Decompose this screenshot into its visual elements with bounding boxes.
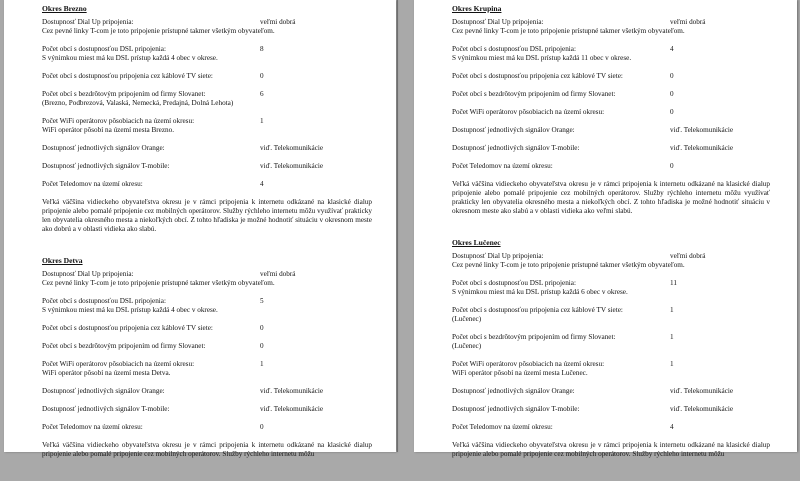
section-paragraph: Veľká väčšina vidieckeho obyvateľstva okresu je v rámci pripojenia k internetu odkázané na klasické dialup pripojenie alebo pomalé pripojenie cez mobilných operátorov. Služby rýchleho internetu môžu využívať prakticky len obyvatelia okresného mesta a niekoľkých obcí. Z tohto hľadiska je možné hodnotiť situáciu v okresnom meste ako dobrú a v oblasti vidieka ako slabú. bbox=[42, 198, 372, 233]
item-label: Počet Teledomov na území okresu: bbox=[42, 180, 143, 188]
item-label: Dostupnosť Dial Up pripojenia: bbox=[452, 18, 544, 26]
item-value: 0 bbox=[670, 72, 674, 80]
item-label: Počet Teledomov na území okresu: bbox=[42, 423, 143, 431]
info-row bbox=[42, 387, 372, 396]
info-row bbox=[42, 405, 372, 414]
item-note: S výnimkou miest má ku DSL prístup každá 4 obec v okrese. bbox=[42, 306, 218, 314]
district-section bbox=[42, 4, 372, 234]
item-value: 8 bbox=[260, 45, 264, 53]
section-paragraph: Veľká väčšina vidieckeho obyvateľstva okresu je v rámci pripojenia k internetu odkázané na klasické dialup pripojenie alebo pomalé pripojenie cez mobilných operátorov. Služby rýchleho internetu môžu bbox=[42, 441, 372, 458]
info-item bbox=[452, 333, 770, 351]
section-paragraph: Veľká väčšina vidieckeho obyvateľstva okresu je v rámci pripojenia k internetu odkázané na klasické dialup pripojenie alebo pomalé pripojenie cez mobilných operátorov. Služby rýchleho internetu môžu využívať prakticky len obyvatelia okresného mesta a niekoľkých obcí. Z tohto hľadiska je možné hodnotiť situáciu v okresnom meste ako slabú a v oblasti vidieka ako veľmi slabú. bbox=[452, 180, 770, 215]
item-label: Dostupnosť Dial Up pripojenia: bbox=[42, 270, 134, 278]
section-heading: Okres Lučenec bbox=[452, 238, 501, 247]
item-value: viď. Telekomunikácie bbox=[260, 144, 324, 152]
item-label: Dostupnosť jednotlivých signálov T-mobile: bbox=[42, 405, 170, 413]
info-row bbox=[42, 360, 372, 369]
item-note: S výnimkou miest má ku DSL prístup každá 11 obec v okrese. bbox=[452, 54, 632, 62]
item-label: Dostupnosť jednotlivých signálov T-mobile: bbox=[42, 162, 170, 170]
info-row bbox=[452, 360, 770, 369]
item-list bbox=[42, 270, 372, 432]
info-row bbox=[42, 324, 372, 333]
item-label: Dostupnosť Dial Up pripojenia: bbox=[452, 252, 544, 260]
item-label: Dostupnosť jednotlivých signálov T-mobile: bbox=[452, 144, 580, 152]
info-item bbox=[42, 18, 372, 36]
info-row bbox=[452, 162, 770, 171]
item-value: viď. Telekomunikácie bbox=[670, 126, 734, 134]
info-item bbox=[452, 360, 770, 378]
item-note: WiFi operátor pôsobí na území mesta Lučenec. bbox=[452, 369, 588, 377]
info-item bbox=[452, 90, 770, 99]
item-label: Počet obcí s bezdrôtovým pripojením od firmy Slovanet: bbox=[452, 333, 616, 341]
item-value: veľmi dobrá bbox=[260, 18, 296, 26]
info-row bbox=[452, 144, 770, 153]
info-row bbox=[42, 423, 372, 432]
item-value: 6 bbox=[260, 90, 264, 98]
item-label: Počet obcí s dostupnosťou pripojenia cez káblové TV siete: bbox=[42, 72, 213, 80]
item-note: (Brezno, Podbrezová, Valaská, Nemecká, Predajná, Dolná Lehota) bbox=[42, 99, 234, 107]
item-value: 1 bbox=[670, 360, 674, 368]
info-row bbox=[452, 387, 770, 396]
info-row bbox=[42, 342, 372, 351]
item-note: (Lučenec) bbox=[452, 342, 482, 350]
info-item bbox=[42, 162, 372, 171]
info-row bbox=[42, 90, 372, 99]
item-value: viď. Telekomunikácie bbox=[670, 387, 734, 395]
item-label: Dostupnosť jednotlivých signálov Orange: bbox=[452, 387, 575, 395]
info-item bbox=[452, 306, 770, 324]
section-heading: Okres Brezno bbox=[42, 4, 87, 13]
item-value: veľmi dobrá bbox=[260, 270, 296, 278]
item-label: Počet obcí s dostupnosťou DSL pripojenia: bbox=[42, 297, 166, 305]
item-note: WiFi operátor pôsobí na území mesta Brezno. bbox=[42, 126, 175, 134]
info-row bbox=[42, 180, 372, 189]
info-row bbox=[452, 45, 770, 54]
info-item bbox=[42, 72, 372, 81]
item-value: viď. Telekomunikácie bbox=[260, 162, 324, 170]
info-row bbox=[42, 72, 372, 81]
info-row bbox=[452, 423, 770, 432]
info-item bbox=[42, 405, 372, 414]
info-item bbox=[42, 45, 372, 63]
item-note: Cez pevné linky T-com je toto pripojenie prístupné takmer všetkým obyvateľom. bbox=[42, 27, 275, 35]
item-label: Počet WiFi operátorov pôsobiacich na území okresu: bbox=[452, 108, 605, 116]
item-label: Počet obcí s dostupnosťou pripojenia cez káblové TV siete: bbox=[42, 324, 213, 332]
info-item bbox=[42, 423, 372, 432]
item-list bbox=[452, 18, 770, 171]
item-label: Dostupnosť jednotlivých signálov Orange: bbox=[452, 126, 575, 134]
info-row bbox=[42, 144, 372, 153]
info-item bbox=[452, 108, 770, 117]
info-item bbox=[42, 387, 372, 396]
item-value: viď. Telekomunikácie bbox=[260, 405, 324, 413]
item-value: veľmi dobrá bbox=[670, 18, 706, 26]
item-value: viď. Telekomunikácie bbox=[670, 144, 734, 152]
item-label: Dostupnosť jednotlivých signálov Orange: bbox=[42, 387, 165, 395]
item-note: Cez pevné linky T-com je toto pripojenie prístupné takmer všetkým obyvateľom. bbox=[42, 279, 275, 287]
section-paragraph: Veľká väčšina vidieckeho obyvateľstva okresu je v rámci pripojenia k internetu odkázané na klasické dialup pripojenie alebo pomalé pripojenie cez mobilných operátorov. Služby rýchleho internetu môžu bbox=[452, 441, 770, 458]
item-label: Dostupnosť jednotlivých signálov Orange: bbox=[42, 144, 165, 152]
item-label: Počet obcí s bezdrôtovým pripojením od firmy Slovanet: bbox=[42, 342, 206, 350]
item-label: Počet obcí s dostupnosťou DSL pripojenia: bbox=[452, 279, 576, 287]
item-note: WiFi operátor pôsobí na území mesta Detva. bbox=[42, 369, 171, 377]
document-page-right bbox=[414, 0, 797, 458]
info-item bbox=[452, 18, 770, 36]
info-item bbox=[42, 360, 372, 378]
info-item bbox=[42, 117, 372, 135]
item-value: 0 bbox=[260, 342, 264, 350]
item-value: 4 bbox=[670, 45, 674, 53]
item-value: 5 bbox=[260, 297, 264, 305]
info-row bbox=[452, 306, 770, 315]
info-item bbox=[42, 270, 372, 288]
item-note: Cez pevné linky T-com je toto pripojenie prístupné takmer všetkým obyvateľom. bbox=[452, 261, 685, 269]
item-label: Počet obcí s bezdrôtovým pripojením od firmy Slovanet: bbox=[452, 90, 616, 98]
item-label: Počet WiFi operátorov pôsobiacich na území okresu: bbox=[452, 360, 605, 368]
info-row bbox=[452, 90, 770, 99]
item-value: 1 bbox=[260, 360, 264, 368]
info-row bbox=[452, 279, 770, 288]
info-item bbox=[452, 162, 770, 171]
item-value: viď. Telekomunikácie bbox=[670, 405, 734, 413]
item-value: veľmi dobrá bbox=[670, 252, 706, 260]
item-value: 0 bbox=[670, 90, 674, 98]
info-item bbox=[452, 45, 770, 63]
item-label: Počet WiFi operátorov pôsobiacich na území okresu: bbox=[42, 360, 195, 368]
item-value: 0 bbox=[260, 423, 264, 431]
section-heading: Okres Krupina bbox=[452, 4, 502, 13]
info-row bbox=[452, 333, 770, 342]
info-item bbox=[452, 144, 770, 153]
item-value: 4 bbox=[670, 423, 674, 431]
item-label: Počet obcí s dostupnosťou pripojenia cez káblové TV siete: bbox=[452, 306, 623, 314]
info-item bbox=[452, 279, 770, 297]
district-section bbox=[452, 4, 770, 216]
district-section bbox=[42, 256, 372, 459]
item-note: S výnimkou miest má ku DSL prístup každá 4 obec v okrese. bbox=[42, 54, 218, 62]
info-row bbox=[452, 252, 770, 261]
info-row bbox=[42, 270, 372, 279]
item-label: Dostupnosť Dial Up pripojenia: bbox=[42, 18, 134, 26]
item-label: Počet obcí s dostupnosťou pripojenia cez káblové TV siete: bbox=[452, 72, 623, 80]
info-row bbox=[42, 45, 372, 54]
info-row bbox=[42, 162, 372, 171]
info-item bbox=[42, 324, 372, 333]
item-label: Počet obcí s bezdrôtovým pripojením od firmy Slovanet: bbox=[42, 90, 206, 98]
page-content bbox=[452, 4, 770, 481]
district-section bbox=[452, 238, 770, 459]
item-label: Počet WiFi operátorov pôsobiacich na území okresu: bbox=[42, 117, 195, 125]
item-value: 0 bbox=[670, 162, 674, 170]
info-item bbox=[452, 405, 770, 414]
info-row bbox=[42, 18, 372, 27]
info-item bbox=[452, 252, 770, 270]
item-value: 0 bbox=[260, 324, 264, 332]
item-label: Počet Teledomov na území okresu: bbox=[452, 423, 553, 431]
info-item bbox=[42, 297, 372, 315]
item-value: 11 bbox=[670, 279, 677, 287]
item-value: 1 bbox=[670, 306, 674, 314]
info-row bbox=[42, 117, 372, 126]
item-list bbox=[452, 252, 770, 432]
item-note: S výnimkou miest má ku DSL prístup každá 6 obec v okrese. bbox=[452, 288, 628, 296]
item-list bbox=[42, 18, 372, 189]
item-label: Počet obcí s dostupnosťou DSL pripojenia: bbox=[452, 45, 576, 53]
item-value: 0 bbox=[670, 108, 674, 116]
info-row bbox=[42, 297, 372, 306]
info-row bbox=[452, 18, 770, 27]
page-divider bbox=[397, 0, 398, 452]
info-item bbox=[42, 144, 372, 153]
item-value: 1 bbox=[260, 117, 264, 125]
info-item bbox=[452, 387, 770, 396]
info-row bbox=[452, 405, 770, 414]
document-page-left bbox=[4, 0, 396, 458]
info-row bbox=[452, 72, 770, 81]
item-value: 1 bbox=[670, 333, 674, 341]
info-item bbox=[42, 342, 372, 351]
item-label: Počet Teledomov na území okresu: bbox=[452, 162, 553, 170]
item-label: Počet obcí s dostupnosťou DSL pripojenia: bbox=[42, 45, 166, 53]
info-row bbox=[452, 108, 770, 117]
item-value: 0 bbox=[260, 72, 264, 80]
info-item bbox=[452, 126, 770, 135]
item-value: 4 bbox=[260, 180, 264, 188]
page-content bbox=[42, 4, 372, 481]
item-label: Dostupnosť jednotlivých signálov T-mobile: bbox=[452, 405, 580, 413]
info-row bbox=[452, 126, 770, 135]
info-item bbox=[452, 423, 770, 432]
item-value: viď. Telekomunikácie bbox=[260, 387, 324, 395]
info-item bbox=[42, 90, 372, 108]
info-item bbox=[452, 72, 770, 81]
item-note: (Lučenec) bbox=[452, 315, 482, 323]
section-heading: Okres Detva bbox=[42, 256, 83, 265]
item-note: Cez pevné linky T-com je toto pripojenie prístupné takmer všetkým obyvateľom. bbox=[452, 27, 685, 35]
info-item bbox=[42, 180, 372, 189]
